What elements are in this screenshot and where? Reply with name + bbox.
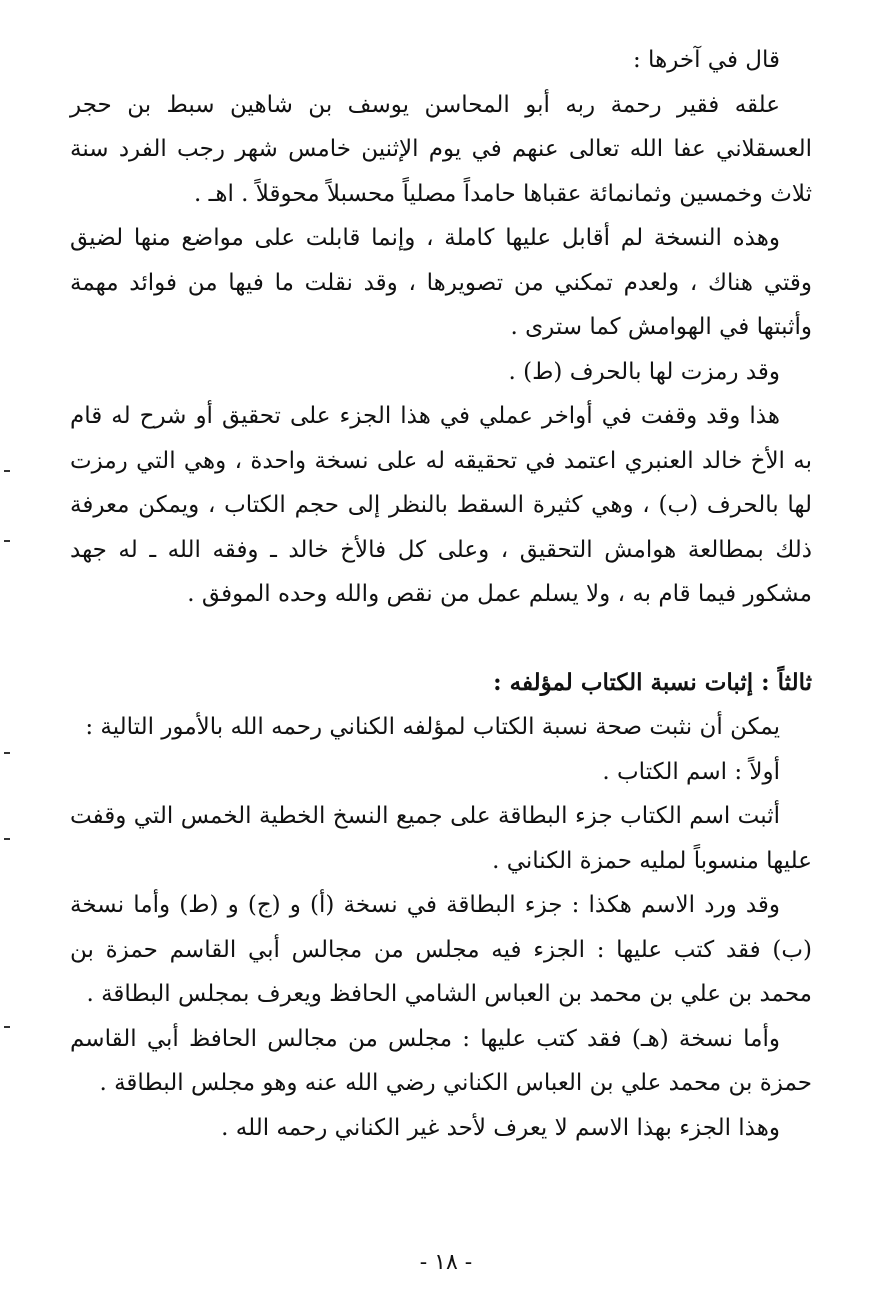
paragraph-attribution-intro: يمكن أن نثبت صحة نسبة الكتاب لمؤلفه الكناني رحمه الله بالأمور التالية : (85, 714, 780, 740)
paragraph-symbol-note: وقد رمزت لها بالحرف (ط) . (508, 358, 780, 385)
paragraph-other-edition: هذا وقد وقفت في أواخر عملي في هذا الجزء على تحقيق أو شرح له قام به الأخ خالد العنبري اعتمد في تحقيقه له على نسخة واحدة ، وهي التي رمزت لها بالحرف (ب) ، وهي كثيرة السقط بالنظر إلى حجم الكتاب ، ويمكن معرفة ذلك بمطالعة هوامش التحقيق ، وعلى كل فالأخ خالد ـ وفقه الله ـ له جهد مشكور فيما قام به ، ولا يسلم عمل من نقص والله وحده الموفق . (70, 403, 812, 607)
paragraph-title-evidence: أثبت اسم الكتاب جزء البطاقة على جميع النسخ الخطية الخمس التي وقفت عليها منسوباً لمليه حمزة الكناني . (70, 803, 812, 874)
section-heading: ثالثاً : إثبات نسبة الكتاب لمؤلفه : (493, 668, 812, 696)
paragraph-copy-h: وأما نسخة (هـ) فقد كتب عليها : مجلس من مجالس الحافظ أبي القاسم حمزة بن محمد علي بن العباس الكناني رضي الله عنه وهو مجلس البطاقة . (70, 1025, 812, 1096)
margin-mark (4, 1026, 10, 1028)
paragraph-conclusion: وهذا الجزء بهذا الاسم لا يعرف لأحد غير الكناني رحمه الله . (221, 1114, 780, 1141)
paragraph-colophon: علقه فقير رحمة ربه أبو المحاسن يوسف بن شاهين سبط بن حجر العسقلاني عفا الله تعالى عنهم في يوم الإثنين خامس شهر رجب الفرد سنة ثلاث وخمسين وثمانمائة عقباها حامداً مصلياً محسبلاً محوقلاً . اهـ . (70, 91, 812, 207)
paragraph-first-point: أولاً : اسم الكتاب . (602, 758, 780, 785)
margin-mark (4, 540, 10, 542)
body-text (70, 38, 812, 1150)
section-spacer (70, 617, 812, 661)
paragraph-title-variants: وقد ورد الاسم هكذا : جزء البطاقة في نسخة (أ) و (ج) و (ط) وأما نسخة (ب) فقد كتب عليها : الجزء فيه مجلس من مجالس أبي القاسم حمزة بن محمد بن علي بن محمد بن العباس الشامي الحافظ ويعرف بمجلس البطاقة . (70, 892, 812, 1007)
page-number: - ١٨ - (419, 1250, 473, 1275)
margin-mark (4, 752, 10, 754)
paragraph-manuscript-note: وهذه النسخة لم أقابل عليها كاملة ، وإنما قابلت على مواضع منها لضيق وقتي هناك ، ولعدم تمكني من تصويرها ، وقد نقلت ما فيها من فوائد مهمة وأثبتها في الهوامش كما سترى . (70, 225, 812, 340)
margin-mark (4, 838, 10, 840)
margin-mark (4, 470, 10, 472)
paragraph-closing-quote-intro: قال في آخرها : (633, 47, 780, 73)
